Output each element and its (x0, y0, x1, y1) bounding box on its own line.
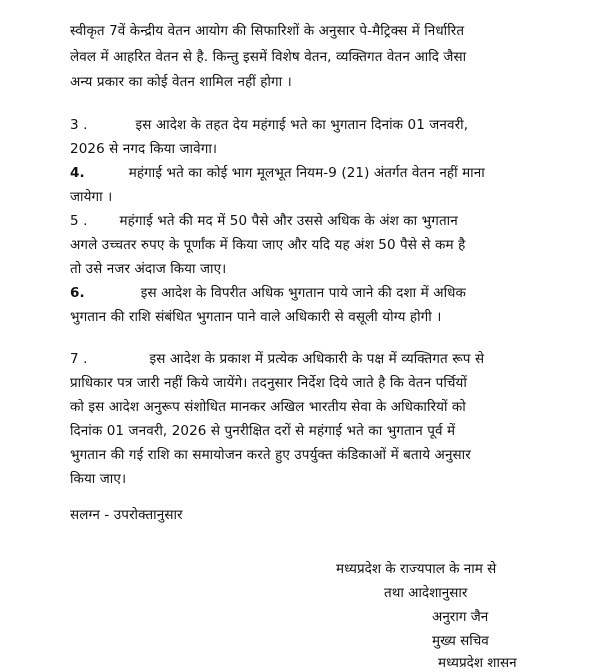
para4-text-1: महंगाई भते का कोई भाग मूलभूत नियम-9 (21) अंतर्गत वेतन नहीं माना (128, 165, 485, 181)
signatory-designation: मुख्य सचिव (432, 633, 489, 649)
para7-text-1: इस आदेश के प्रकाश में प्रत्येक अधिकारी के पक्ष में व्यक्तिगत रूप से (149, 351, 485, 367)
enclosure-note: सलग्न - उपरोक्तानुसार (70, 507, 183, 523)
signature-line-2: तथा आदेशानुसार (384, 585, 468, 601)
para7-line-1 (70, 350, 484, 368)
intro-line-2: लेवल में आहरित वेतन से है. किन्तु इसमें विशेष वेतन, व्यक्तिगत वेतन आदि जैसा (70, 49, 467, 65)
intro-line-1: स्वीकृत 7वें केन्द्रीय वेतन आयोग की सिफारिशों के अनुसार पे-मैट्रिक्स में निर्धारित (70, 23, 465, 39)
para6-line-2: भुगतान की राशि संबंधित भुगतान पाने वाले अधिकारी से वसूली योग्य होगी । (70, 309, 442, 325)
para5-number: 5 . (70, 213, 88, 229)
para5-line-2: अगले उच्चतर रुपए के पूर्णांक में किया जाए और यदि यह अंश 50 पैसे से कम है (70, 237, 466, 253)
para5-line-1 (70, 212, 458, 230)
para4-number: 4. (70, 165, 85, 181)
para7-line-4: दिनांक 01 जनवरी, 2026 से पुनरीक्षित दरों से महंगाई भते का भुगतान पूर्व में (70, 423, 456, 439)
para5-text-1: महंगाई भते की मद में 50 पैसे और उससे अधिक के अंश का भुगतान (119, 213, 458, 229)
signatory-office: मध्यप्रदेश शासन (438, 655, 517, 671)
para7-number: 7 . (70, 351, 88, 367)
para3-line-1 (70, 116, 468, 134)
signature-line-1: मध्यप्रदेश के राज्यपाल के नाम से (336, 561, 497, 577)
para3-text-1: इस आदेश के तहत देय महंगाई भते का भुगतान दिनांक 01 जनवरी, (135, 117, 469, 133)
para7-line-5: भुगतान की गई राशि का समायोजन करते हुए उपर्युक्त कंडिकाओं में बताये अनुसार (70, 447, 471, 463)
para5-line-3: तो उसे नजर अंदाज किया जाए। (70, 261, 227, 277)
para7-line-3: को इस आदेश अनुरूप संशोधित मानकर अखिल भारतीय सेवा के अधिकारियों को (70, 399, 466, 415)
para7-line-6: किया जाए। (70, 471, 127, 487)
para7-line-2: प्राधिकार पत्र जारी नहीं किये जायेंगे। तदनुसार निर्देश दिये जाते है कि वेतन पर्चियों (70, 375, 467, 391)
intro-line-3: अन्य प्रकार का कोई वेतन शामिल नहीं होगा । (70, 74, 292, 90)
para4-line-1 (70, 164, 485, 182)
para6-number: 6. (70, 285, 85, 301)
para4-line-2: जायेगा । (70, 189, 113, 205)
signatory-name: अनुराग जैन (432, 609, 489, 625)
para3-number: 3 . (70, 117, 88, 133)
para6-text-1: इस आदेश के विपरीत अधिक भुगतान पाये जाने की दशा में अधिक (140, 285, 467, 301)
para6-line-1 (70, 284, 466, 302)
para3-line-2: 2026 से नगद किया जावेगा। (70, 141, 218, 157)
